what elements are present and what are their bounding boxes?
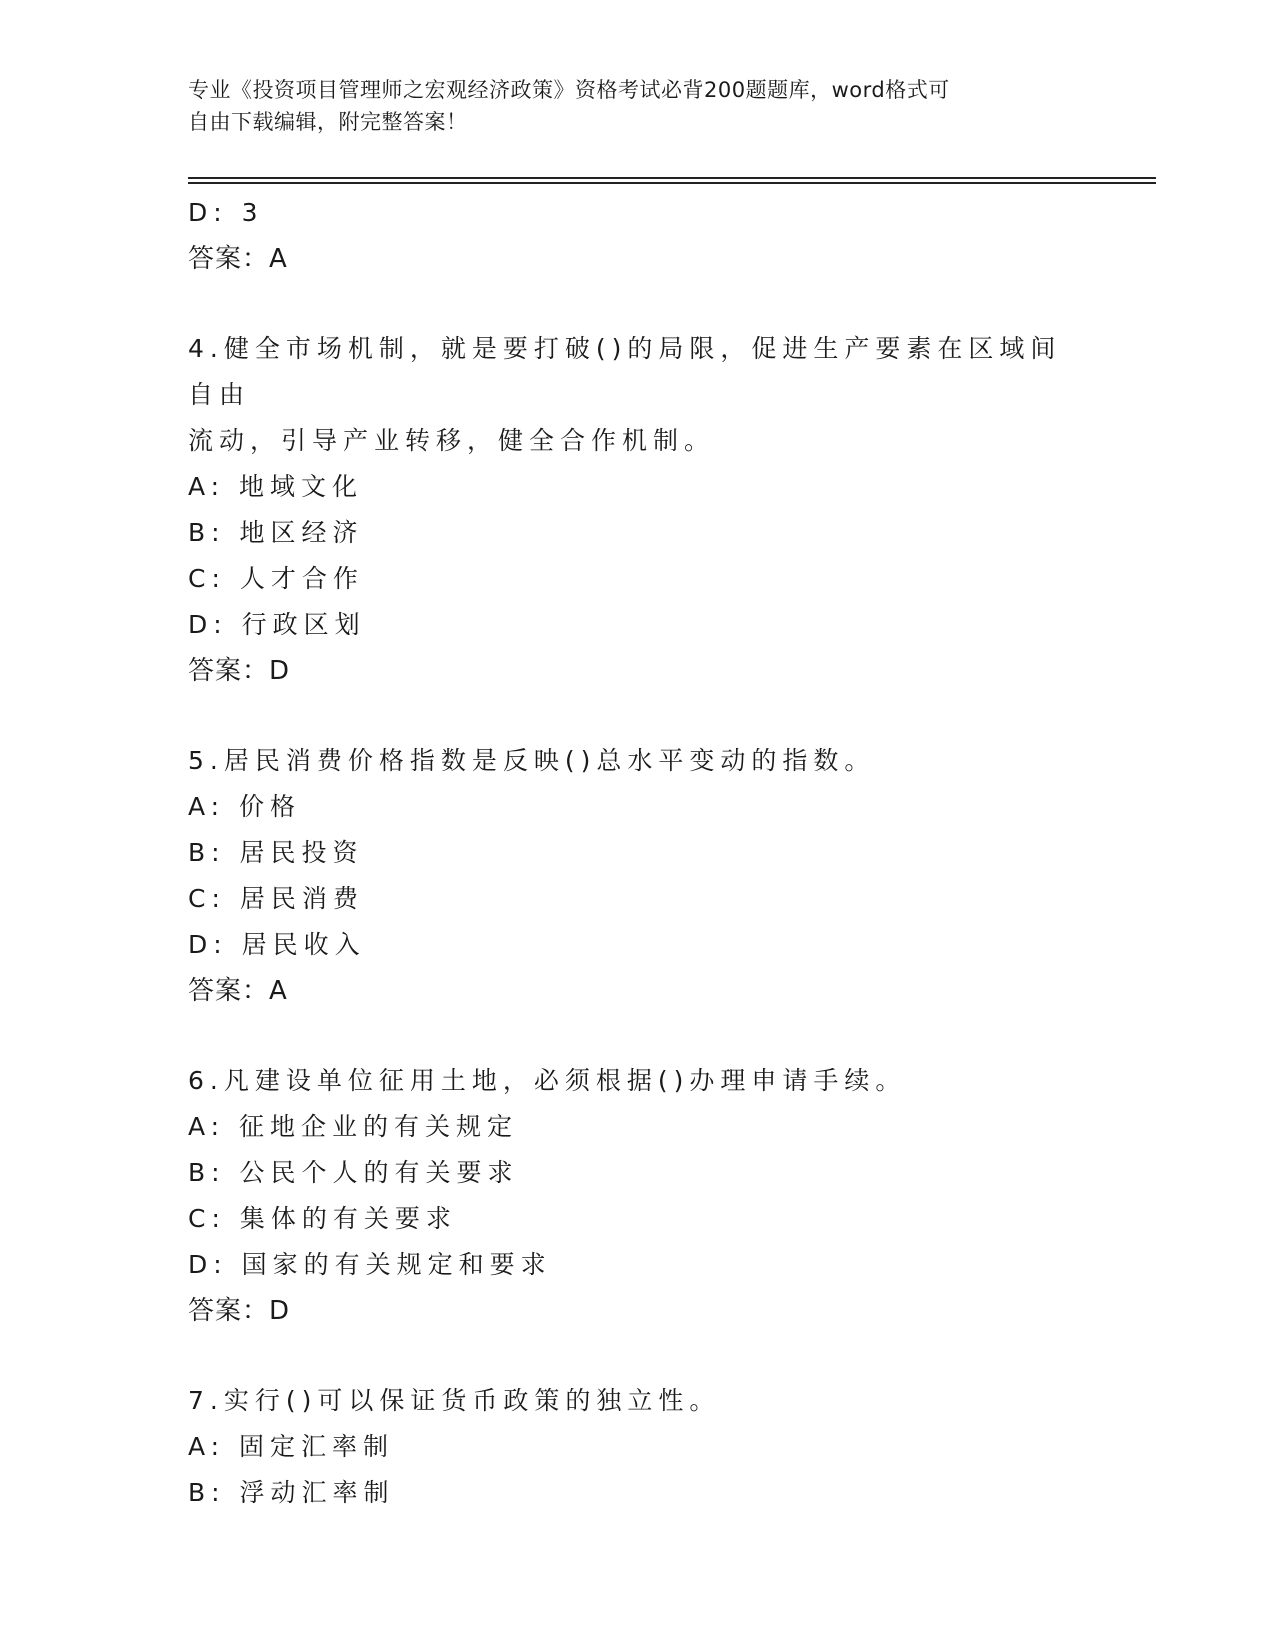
question-7	[188, 1378, 1088, 1516]
carryover-question	[188, 190, 1088, 282]
option-b: B: 公民个人的有关要求	[188, 1158, 519, 1187]
document-body	[188, 190, 1088, 1516]
question-stem-line-1: 6.凡建设单位征用土地，必须根据()办理申请手续。	[188, 1066, 907, 1095]
option-c: C: 人才合作	[188, 564, 364, 593]
spacer	[188, 282, 1088, 326]
option-d: D: 行政区划	[188, 610, 366, 639]
spacer	[188, 1014, 1088, 1058]
option-a: A: 价格	[188, 792, 302, 821]
option-c: C: 居民消费	[188, 884, 364, 913]
header-divider-top	[188, 177, 1156, 179]
option-d: D: 国家的有关规定和要求	[188, 1250, 552, 1279]
question-5	[188, 738, 1088, 1014]
option-a: A: 地域文化	[188, 472, 364, 501]
question-stem-line-2: 流动，引导产业转移，健全合作机制。	[188, 426, 716, 455]
option-b: B: 居民投资	[188, 838, 364, 867]
option-d: D: 居民收入	[188, 930, 366, 959]
option-b: B: 地区经济	[188, 518, 364, 547]
question-stem-line-1: 5.居民消费价格指数是反映()总水平变动的指数。	[188, 746, 876, 775]
option-a: A: 固定汇率制	[188, 1432, 395, 1461]
header-title-line-2: 自由下载编辑，附完整答案！	[188, 110, 468, 134]
answer-line: 答案：D	[188, 1296, 291, 1326]
spacer	[188, 694, 1088, 738]
option-b: B: 浮动汇率制	[188, 1478, 395, 1507]
question-6	[188, 1058, 1088, 1334]
question-stem-line-1: 4.健全市场机制，就是要打破()的局限，促进生产要素在区域间自由	[188, 334, 1062, 409]
question-4	[188, 326, 1088, 694]
answer-line: 答案：A	[188, 976, 288, 1006]
document-header	[188, 74, 1088, 138]
option-a: A: 征地企业的有关规定	[188, 1112, 519, 1141]
option-d: D: 3	[188, 198, 264, 227]
answer-line: 答案：A	[188, 244, 288, 274]
header-divider-bottom	[188, 182, 1156, 184]
answer-line: 答案：D	[188, 656, 291, 686]
option-c: C: 集体的有关要求	[188, 1204, 457, 1233]
spacer	[188, 1334, 1088, 1378]
question-stem-line-1: 7.实行()可以保证货币政策的独立性。	[188, 1386, 721, 1415]
header-title-line-1: 专业《投资项目管理师之宏观经济政策》资格考试必背200题题库，word格式可	[188, 78, 950, 102]
